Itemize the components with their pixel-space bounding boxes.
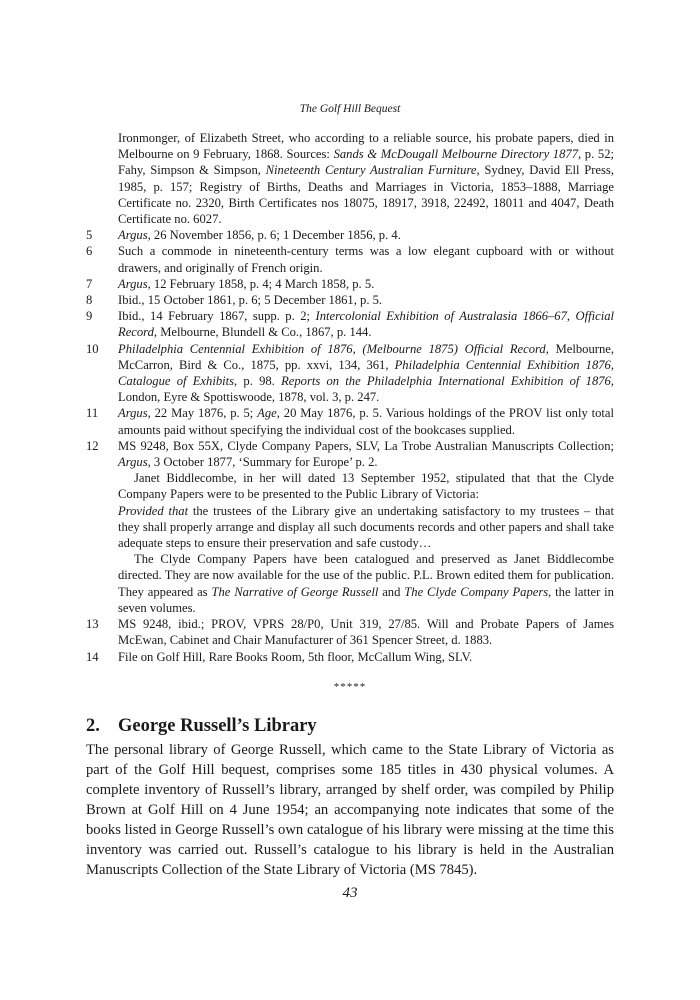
italic-text: Philadelphia Centennial Exhibition 1876, Catalogue of Exhibits [118, 357, 614, 389]
text-run: , 3 October 1877, ‘Summary for Europe’ p. 2. [147, 455, 378, 470]
italic-text: The Narrative of George Russell [211, 584, 379, 599]
endnote-14 [86, 649, 614, 665]
text-run: , 20 May 1876, p. 5. Various holdings of the PROV list only total amounts paid without specifying the individual cost of the bookcases supplied. [118, 406, 614, 437]
text-run: Such a commode in nineteenth-century terms was a low elegant cupboard with or without drawers, and originally of French origin. [118, 244, 614, 275]
endnote-text [118, 438, 614, 470]
endnote-number: 8 [86, 293, 93, 308]
italic-text: Official Record [118, 309, 614, 340]
endnote-block-quote [118, 503, 614, 552]
endnote-number: 11 [86, 406, 99, 421]
text-run: , p. 52; Fahy, Simpson & Simpson, [118, 147, 614, 178]
endnote-paragraph [118, 551, 614, 616]
endnote-text [118, 341, 614, 406]
endnote-number: 9 [86, 309, 93, 324]
endnote-text [118, 616, 614, 648]
text-run: , Melbourne, Blundell & Co., 1867, p. 144. [153, 325, 372, 340]
italic-text: The Clyde Company Papers [404, 584, 549, 599]
endnotes-list-continued [86, 616, 614, 665]
italic-text: Argus [118, 276, 148, 291]
endnote-paragraph [118, 470, 614, 502]
text-run: The Clyde Company Papers have been catalogued and preserved as Janet Biddlecombe directed. They are now available for the use of the public. P.L. Brown edited them for publication. They appeared as [118, 552, 614, 599]
text-run: , Melbourne, McCarron, Bird & Co., 1875, pp. xxvi, 134, 361, [118, 341, 614, 372]
text-run: , 12 February 1858, p. 4; 4 March 1858, p. 5. [147, 276, 375, 291]
endnote-text [118, 405, 614, 437]
text-run: Janet Biddlecombe, in her will dated 13 September 1952, stipulated that that the Clyde Company Papers were to be presented to the Public Library of Victoria: [118, 471, 614, 502]
endnote-12 [86, 438, 614, 616]
text-run: , Sydney, David Ell Press, 1985, p. 157; Registry of Births, Deaths and Marriages in Victoria, 1853–1888, Marriage Certificate no. 2320, Birth Certificates nos 18075, 18917, 3918, 22492, 18011 and 4047, Death Certificate no. 6027. [118, 163, 614, 227]
endnote-number: 5 [86, 228, 93, 243]
italic-text: Argus [118, 228, 148, 243]
endnote-number: 6 [86, 244, 93, 259]
endnote-text [118, 649, 614, 665]
italic-text: Sands & McDougall Melbourne Directory 1877 [333, 147, 578, 162]
text-run: MS 9248, Box 55X, Clyde Company Papers, SLV, La Trobe Australian Manuscripts Collection; [118, 438, 614, 453]
endnote-text [118, 243, 614, 275]
endnote-text [118, 276, 614, 292]
endnote-6 [86, 243, 614, 275]
endnote-text [118, 227, 614, 243]
endnote-number: 10 [86, 341, 99, 356]
endnotes-list [86, 227, 614, 438]
text-run: , [566, 309, 576, 324]
section-heading [86, 716, 317, 737]
italic-text: Intercolonial Exhibition of Australasia 1866–67 [315, 309, 567, 324]
italic-text: Argus [118, 455, 148, 470]
italic-text: Age [257, 406, 277, 421]
endnote-number: 12 [86, 438, 99, 453]
text-run: MS 9248, ibid.; PROV, VPRS 28/P0, Unit 319, 27/85. Will and Probate Papers of James McEwan, Cabinet and Chair Manufacturer of 361 Spencer Street, d. 1883. [118, 617, 614, 648]
italic-text: Argus [118, 406, 148, 421]
running-head: The Golf Hill Bequest [299, 103, 401, 115]
text-run: Ibid., 15 October 1861, p. 6; 5 December 1861, p. 5. [118, 293, 383, 308]
section-body: The personal library of George Russell, which came to the State Library of Victoria as part of the Golf Hill bequest, comprises some 185 titles in 430 physical volumes. A complete inventory of Russell’s library, arranged by shelf order, was compiled by Philip Brown at Golf Hill on 4 June 1954; an accompanying note indicates that some of the books listed in George Russell’s own catalogue of his library were missing at the time this inventory was carried out. Russell’s catalogue to his library is held in the Australian Manuscripts Collection of the State Library of Victoria (MS 7845). [86, 742, 614, 878]
text-run: File on Golf Hill, Rare Books Room, 5th floor, McCallum Wing, SLV. [118, 649, 473, 664]
endnote-number: 7 [86, 276, 93, 291]
text-run: , 26 November 1856, p. 6; 1 December 1856, p. 4. [147, 228, 401, 243]
italic-text: Philadelphia Centennial Exhibition of 1876, (Melbourne 1875) Official Record [118, 341, 546, 356]
text-run: , p. 98. [234, 374, 282, 389]
page-number: 43 [342, 885, 358, 901]
endnote-5 [86, 227, 614, 243]
endnote-text [118, 130, 614, 227]
endnote-number: 13 [86, 617, 99, 632]
endnote-8 [86, 292, 614, 308]
endnote-9 [86, 308, 614, 340]
endnote-7 [86, 276, 614, 292]
endnote-10 [86, 341, 614, 406]
endnote-number: 14 [86, 649, 99, 664]
text-run: the trustees of the Library give an undertaking satisfactory to my trustees – that they shall properly arrange and display all such documents records and other papers and shall take adequate steps to ensure their preservation and safe custody… [118, 503, 615, 551]
text-run: , 22 May 1876, p. 5; [147, 406, 258, 421]
text-run: , London, Eyre & Spottiswoode, 1878, vol. 3, p. 247. [118, 374, 614, 405]
italic-text: Reports on the Philadelphia International Exhibition of 1876 [281, 374, 611, 389]
italic-text: Provided that [118, 503, 189, 518]
endnote-13 [86, 616, 614, 648]
text-run: Ironmonger, of Elizabeth Street, who according to a reliable source, his probate papers, died in Melbourne on 9 February, 1868. Sources: [118, 131, 614, 162]
endnotes [86, 130, 614, 665]
section-separator: ***** [333, 681, 367, 693]
endnote-11 [86, 405, 614, 437]
section-title: George Russell’s Library [118, 716, 317, 736]
endnote-text [118, 292, 614, 308]
text-run: , the latter in seven volumes. [118, 584, 614, 615]
text-run: and [378, 584, 405, 599]
text-run: Ibid., 14 February 1867, supp. p. 2; [118, 309, 316, 324]
section-number: 2. [86, 716, 100, 736]
italic-text: Nineteenth Century Australian Furniture [265, 163, 477, 178]
endnote-continuation [86, 130, 614, 227]
endnote-text [118, 308, 614, 340]
